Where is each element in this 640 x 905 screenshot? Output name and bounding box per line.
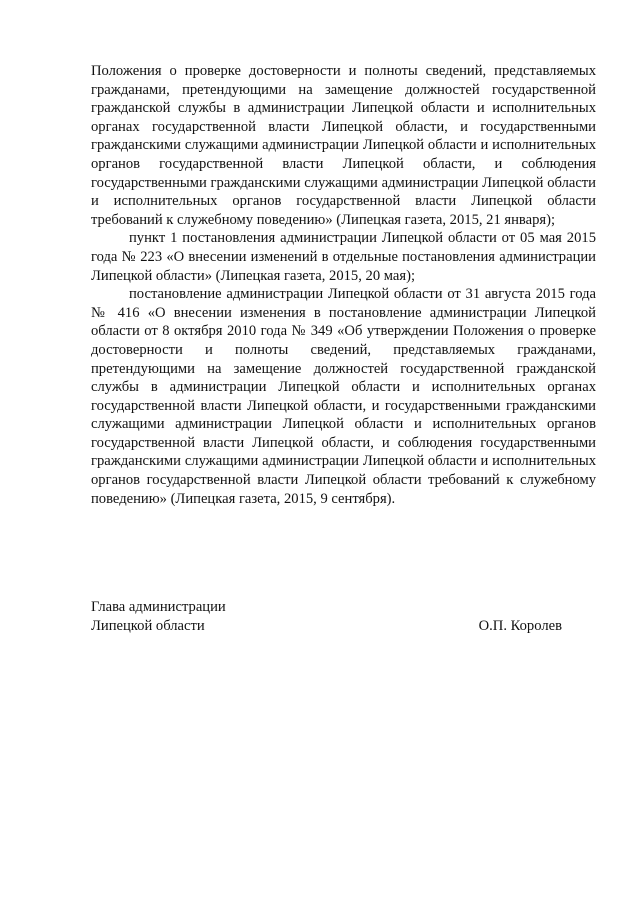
signature-name: О.П. Королев [478,617,562,634]
signature-title-line1: Глава администрации [91,599,226,615]
paragraph-item-2: постановление администрации Липецкой области от 31 августа 2015 года № 416 «О внесении изменения в постановление администрации Липецкой области от 8 октября 2010 года № 349 «Об утверждении Положения о проверке достоверности и полноты сведений, представляемых гражданами, претендующими на замещение должностей государственной гражданской службы в администрации Липецкой области и исполнительных органах государственной власти Липецкой области, и государственными гражданскими служащими администрации Липецкой области и исполнительных органов государственной власти Липецкой области, и соблюдения государственными гражданскими служащими администрации Липецкой области и исполнительных органов государственной власти Липецкой области требований к служебному поведению» (Липецкая газета, 2015, 9 сентября). [91,286,596,507]
paragraph-item-1: пункт 1 постановления администрации Липецкой области от 05 мая 2015 года № 223 «О внесении изменений в отдельные постановления администрации Липецкой области» (Липецкая газета, 2015, 20 мая); [91,230,596,284]
signature-row [91,617,596,636]
document-body [91,62,596,508]
signature-title-line2: Липецкой области [91,617,205,634]
signature-block [91,598,596,635]
paragraph-continuation: Положения о проверке достоверности и полноты сведений, представляемых гражданами, претендующими на замещение должностей государственной гражданской службы в администрации Липецкой области и исполнительных органах государственной власти Липецкой области, и государственными гражданскими служащими администрации Липецкой области и исполнительных органов государственной власти Липецкой области, и соблюдения государственными гражданскими служащими администрации Липецкой области и исполнительных органов государственной власти Липецкой области требований к служебному поведению» (Липецкая газета, 2015, 21 января); [91,63,596,228]
